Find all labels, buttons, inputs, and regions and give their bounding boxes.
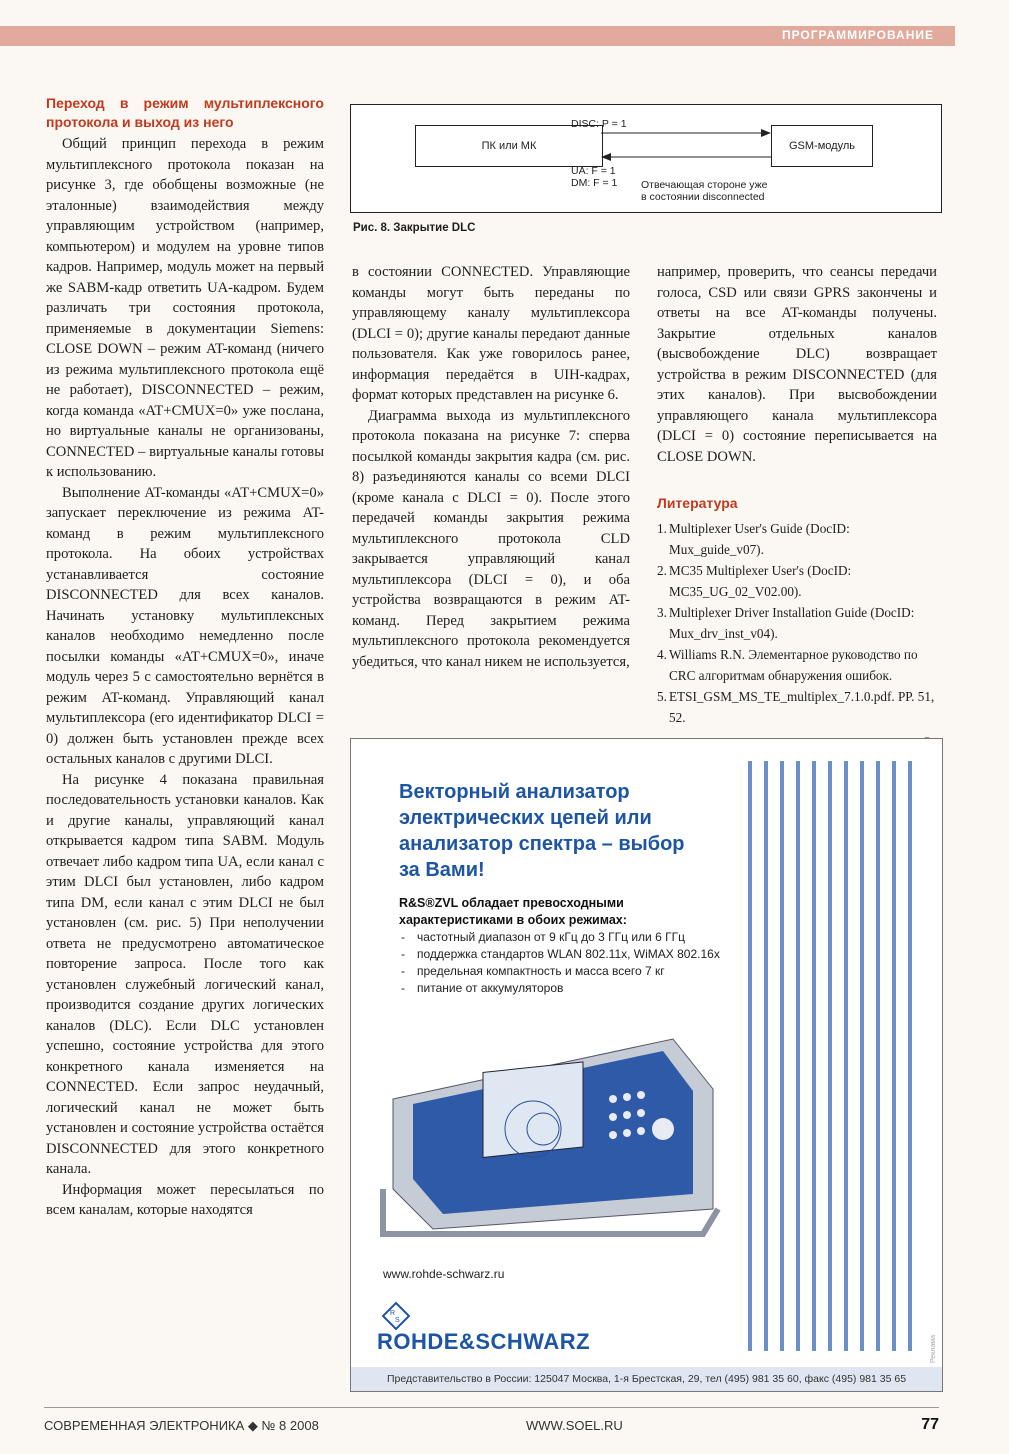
note-line-1: Отвечающая стороне уже	[641, 179, 768, 191]
reference-item: 2. MC35 Multiplexer User's (DocID: MC35_UG_02_V02.00).	[657, 563, 852, 599]
paragraph: Диаграмма выхода из мультиплексного протокола показана на рисунке 7: сперва посылкой команды закрытия кадра (см. рис. 8) разъединяются каналы со всеми DLCI (кроме канала с DLCI = 0). После этого передачей команды закрытия режима мультиплексного протокола CLD закрывается управляющий канал мультиплексора (DLCI = 0), и оба устройства возвращаются в режим AT-команд. Перед закрытием режима мультиплексного протокола рекомендуется убедиться, что канал никем не используется,	[352, 407, 630, 670]
rs-diamond-icon	[381, 1301, 411, 1331]
paragraph: На рисунке 4 показана правильная последовательность установки каналов. Как и другие каналы, управляющий канал открывается кадром типа SABM. Модуль отвечает либо кадром типа UA, если канал с этим DLCI был установлен, либо кадром типа DM, если канал с этим DLCI не был установлен (см. рис. 5) При неполучении ответа не предусмотрено автоматическое повторение запроса. После того как установлен служебный логический канал, производится создание других логических каналов (DLC). Если DLC установлен успешно, состояние устройства для этого конкретного канала изменяется на CONNECTED. Если запрос неудачный, логический канал не может быть установлен и состояние устройства остаётся DISCONNECTED для этого конкретного канала.	[46, 771, 324, 1177]
ad-features	[399, 929, 739, 997]
references-heading: Литература	[657, 495, 738, 511]
reference-item: 3. Multiplexer Driver Installation Guide (DocID: Mux_drv_inst_v04).	[657, 605, 915, 641]
feature-item: - питание от аккумуляторов	[399, 980, 739, 997]
paragraph: например, проверить, что сеансы передачи голоса, CSD или связи GPRS закончены и ответы на все AT-команды получены. Закрытие отдельных каналов (высвобождение DLC) возвращает устройства в режим DISCONNECTED (для этих каналов). При высвобождении управляющего канала мультиплексора (DLCI = 0) состояние переписывается на CLOSE DOWN.	[657, 264, 937, 465]
ad-footer: Представительство в России: 125047 Москва, 1-я Брестская, 29, тел (495) 981 35 60, факс (495) 981 35 65	[351, 1367, 942, 1391]
brand-logo: ROHDE&SCHWARZ	[377, 1329, 591, 1354]
feature-item: - предельная компактность и масса всего 7 кг	[399, 963, 739, 980]
page-number: 77	[921, 1416, 939, 1433]
section-title: ПРОГРАММИРОВАНИЕ	[781, 28, 934, 42]
ad-label: Реклама	[930, 1335, 937, 1364]
note-line-2: в состоянии disconnected	[641, 191, 765, 203]
svg-text:R: R	[390, 1310, 396, 1317]
advertisement	[350, 738, 943, 1392]
column-1	[46, 94, 324, 1221]
svg-text:S: S	[395, 1317, 400, 1324]
reference-item: 1. Multiplexer User's Guide (DocID: Mux_guide_v07).	[657, 521, 850, 557]
feature-item: - поддержка стандартов WLAN 802.11x, WiMAX 802.16x	[399, 946, 739, 963]
feature-item: - частотный диапазон от 9 кГц до 3 ГГц или 6 ГГц	[399, 929, 739, 946]
reference-item: 5. ETSI_GSM_MS_TE_multiplex_7.1.0.pdf. PP. 51, 52.	[657, 689, 935, 725]
figure-caption: Рис. 8. Закрытие DLC	[353, 222, 476, 234]
references-list	[657, 518, 937, 728]
figure-dlc-close	[350, 104, 942, 213]
column-3	[657, 262, 937, 467]
analyzer-image	[373, 1029, 733, 1249]
journal-name: СОВРЕМЕННАЯ ЭЛЕКТРОНИКА ◆ № 8 2008	[44, 1418, 319, 1433]
node-gsm: GSM-модуль	[771, 125, 873, 167]
arrow-head-left	[601, 153, 611, 161]
node-pc: ПК или МК	[415, 125, 603, 167]
reference-item: 4. Williams R.N. Элементарное руководство по CRC алгоритмам обнаружения ошибок.	[657, 647, 918, 683]
paragraph: Информация может пересылаться по всем каналам, которые находятся	[46, 1181, 324, 1218]
disc-label: DISC: P = 1	[571, 118, 627, 130]
ad-lead: R&S®ZVL обладает превосходными характеристиками в обоих режимах:	[399, 896, 627, 927]
paragraph: в состоянии CONNECTED. Управляющие команды могут быть переданы по управляющему каналу мультиплексора (DLCI = 0); другие каналы передают данные пользователя. Как уже говорилось ранее, информация передаётся в UIH-кадрах, формат которых представлен на рисунке 6.	[352, 264, 630, 403]
ad-title: Векторный анализатор электрических цепей или анализатор спектра – выбор за Вами!	[399, 781, 685, 881]
footer-divider	[44, 1407, 939, 1408]
section-heading: Переход в режим мультиплексного протокола и выход из него	[46, 95, 324, 130]
paragraph: Общий принцип перехода в режим мультиплексного протокола показан на рисунке 3, где обобщены возможные (не эталонные) взаимодействия между управляющим устройством (например, компьютером) и модулем на уровне типов кадров. Например, модуль может на первый же SABM-кадр ответить UA-кадром. Будем различать три состояния протокола, применяемые в документации Siemens: CLOSE DOWN – режим AT-команд (ничего из режима мультиплексного протокола ещё не работает), DISCONNECTED – режим, когда команда «AT+CMUX=0» уже послана, но виртуальные каналы не организованы, CONNECTED – виртуальные каналы готовы к использованию.	[46, 136, 324, 480]
ad-url: www.rohde-schwarz.ru	[383, 1267, 505, 1281]
paragraph: Выполнение AT-команды «AT+CMUX=0» запускает переключение из режима AT-команд в режим мультиплексного протокола. На обоих устройствах устанавливается состояние DISCONNECTED для всех каналов. Начинать установку мультиплексных каналов необходимо немедленно после посылки команды «AT+CMUX=0», иначе модуль через 5 с самостоятельно вернётся в режим AT-команд. Управляющий канал мультиплексора (его идентификатор DLCI = 0) должен быть установлен прежде всех остальных каналов с другими DLCI.	[46, 484, 324, 767]
decor-stripes	[748, 761, 918, 1351]
arrow-head-right	[761, 129, 771, 137]
ua-label: UA: F = 1	[571, 165, 616, 177]
dm-label: DM: F = 1	[571, 177, 618, 189]
journal-site: WWW.SOEL.RU	[526, 1418, 623, 1433]
column-2	[352, 262, 630, 672]
